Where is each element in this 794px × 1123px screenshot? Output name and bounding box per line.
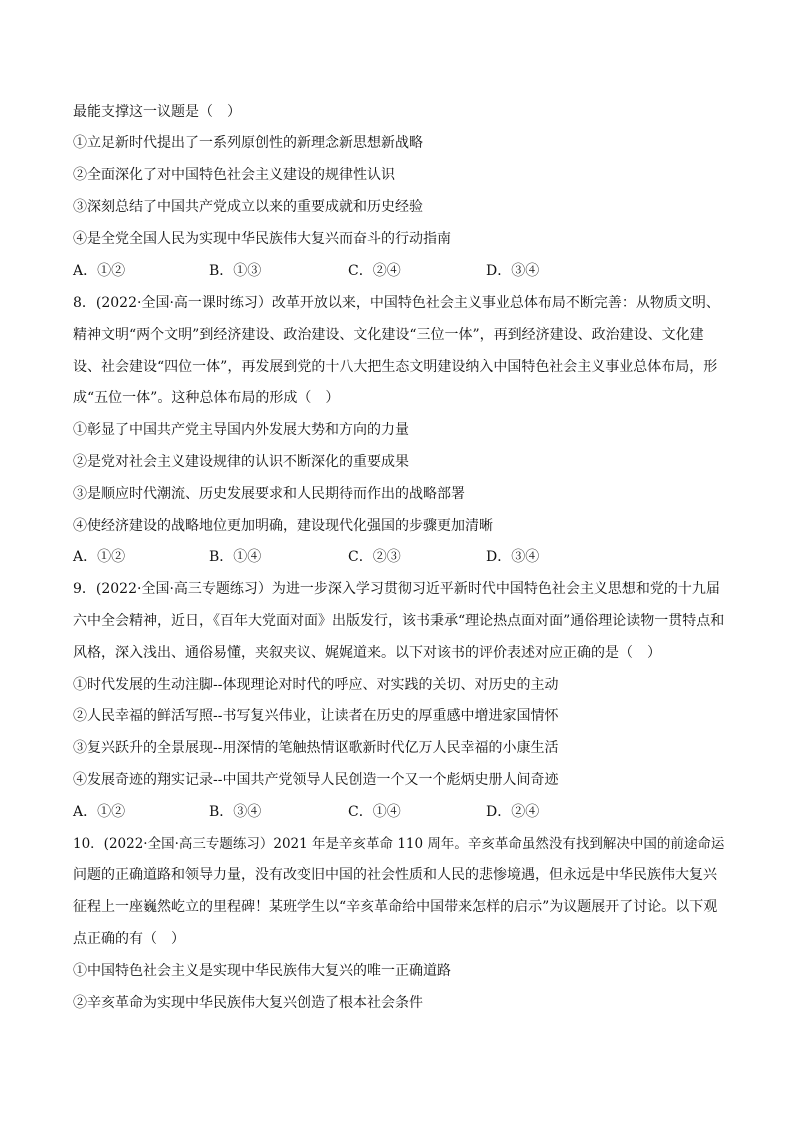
- q7-stem: 最能支撑这一议题是（ ）: [73, 104, 241, 120]
- q7-statement-1: ①立足新时代提出了一系列原创性的新理念新思想新战略: [73, 135, 423, 151]
- q9-statement-1: ①时代发展的生动注脚--体现理论对时代的呼应、对实践的关切、对历史的主动: [73, 677, 559, 693]
- q8-options: [73, 548, 733, 566]
- q8-option-a[interactable]: A．①②: [73, 549, 126, 565]
- q10-stem-line-2: 问题的正确道路和领导力量，没有改变旧中国的社会性质和人民的悲惨境遇，但永远是中华民族伟大复兴: [73, 867, 717, 883]
- q8-stem-line-4: 成“五位一体”。这种总体布局的形成（ ）: [73, 390, 340, 406]
- q8-option-b[interactable]: B．①④: [209, 549, 262, 565]
- q7-statement-2: ②全面深化了对中国特色社会主义建设的规律性认识: [73, 167, 395, 183]
- q9-option-c[interactable]: C．①④: [348, 804, 401, 820]
- q7-option-d[interactable]: D．③④: [486, 263, 540, 279]
- q10-stem-line-3: 征程上一座巍然屹立的里程碑！某班学生以“辛亥革命给中国带来怎样的启示”为议题展开了讨论。以下观: [73, 899, 718, 915]
- q9-stem-line-1: 9．(2022·全国·高三专题练习）为进一步深入学习贯彻习近平新时代中国特色社会主义思想和党的十九届: [73, 581, 720, 597]
- q9-option-d[interactable]: D．②④: [486, 804, 540, 820]
- q8-stem-line-1: 8．(2022·全国·高一课时练习）改革开放以来，中国特色社会主义事业总体布局不断完善：从物质文明、: [73, 295, 720, 311]
- q10-stem-line-4: 点正确的有（ ）: [73, 931, 185, 947]
- q8-statement-3: ③是顺应时代潮流、历史发展要求和人民期待而作出的战略部署: [73, 486, 465, 502]
- q8-statement-2: ②是党对社会主义建设规律的认识不断深化的重要成果: [73, 454, 409, 470]
- q7-option-b[interactable]: B．①③: [209, 263, 262, 279]
- q7-statement-3: ③深刻总结了中国共产党成立以来的重要成就和历史经验: [73, 199, 423, 215]
- q9-options: [73, 803, 733, 821]
- q8-stem-line-3: 设、社会建设“四位一体”，再发展到党的十八大把生态文明建设纳入中国特色社会主义事业总体布局，形: [73, 359, 718, 375]
- q10-statement-2: ②辛亥革命为实现中华民族伟大复兴创造了根本社会条件: [73, 995, 423, 1011]
- q9-stem-line-2: 六中全会精神，近日，《百年大党面对面》出版发行，该书秉承“理论热点面对面”通俗理论读物一贯特点和: [73, 613, 725, 629]
- q10-stem-line-1: 10．(2022·全国·高三专题练习）2021 年是辛亥革命 110 周年。辛亥革命虽然没有找到解决中国的前途命运: [73, 836, 725, 852]
- q10-statement-1: ①中国特色社会主义是实现中华民族伟大复兴的唯一正确道路: [73, 963, 451, 979]
- q9-statement-4: ④发展奇迹的翔实记录--中国共产党领导人民创造一个又一个彪炳史册人间奇迹: [73, 772, 559, 788]
- q9-option-a[interactable]: A．①②: [73, 804, 126, 820]
- q8-statement-4: ④使经济建设的战略地位更加明确，建设现代化强国的步骤更加清晰: [73, 518, 493, 534]
- q9-statement-2: ②人民幸福的鲜活写照--书写复兴伟业，让读者在历史的厚重感中增进家国情怀: [73, 708, 559, 724]
- q9-stem-line-3: 风格，深入浅出、通俗易懂，夹叙夹议、娓娓道来。以下对该书的评价表述对应正确的是（ ）: [73, 645, 661, 661]
- q7-options: [73, 262, 733, 280]
- q7-statement-4: ④是全党全国人民为实现中华民族伟大复兴而奋斗的行动指南: [73, 231, 451, 247]
- q8-option-d[interactable]: D．③④: [486, 549, 540, 565]
- q7-option-a[interactable]: A．①②: [73, 263, 126, 279]
- q8-statement-1: ①彰显了中国共产党主导国内外发展大势和方向的力量: [73, 422, 409, 438]
- q8-stem-line-2: 精神文明“两个文明”到经济建设、政治建设、文化建设“三位一体”，再到经济建设、政治建设、文化建: [73, 327, 704, 343]
- q9-statement-3: ③复兴跃升的全景展现--用深情的笔触热情讴歌新时代亿万人民幸福的小康生活: [73, 740, 559, 756]
- q8-option-c[interactable]: C．②③: [348, 549, 401, 565]
- q7-option-c[interactable]: C．②④: [348, 263, 401, 279]
- q9-option-b[interactable]: B．③④: [209, 804, 262, 820]
